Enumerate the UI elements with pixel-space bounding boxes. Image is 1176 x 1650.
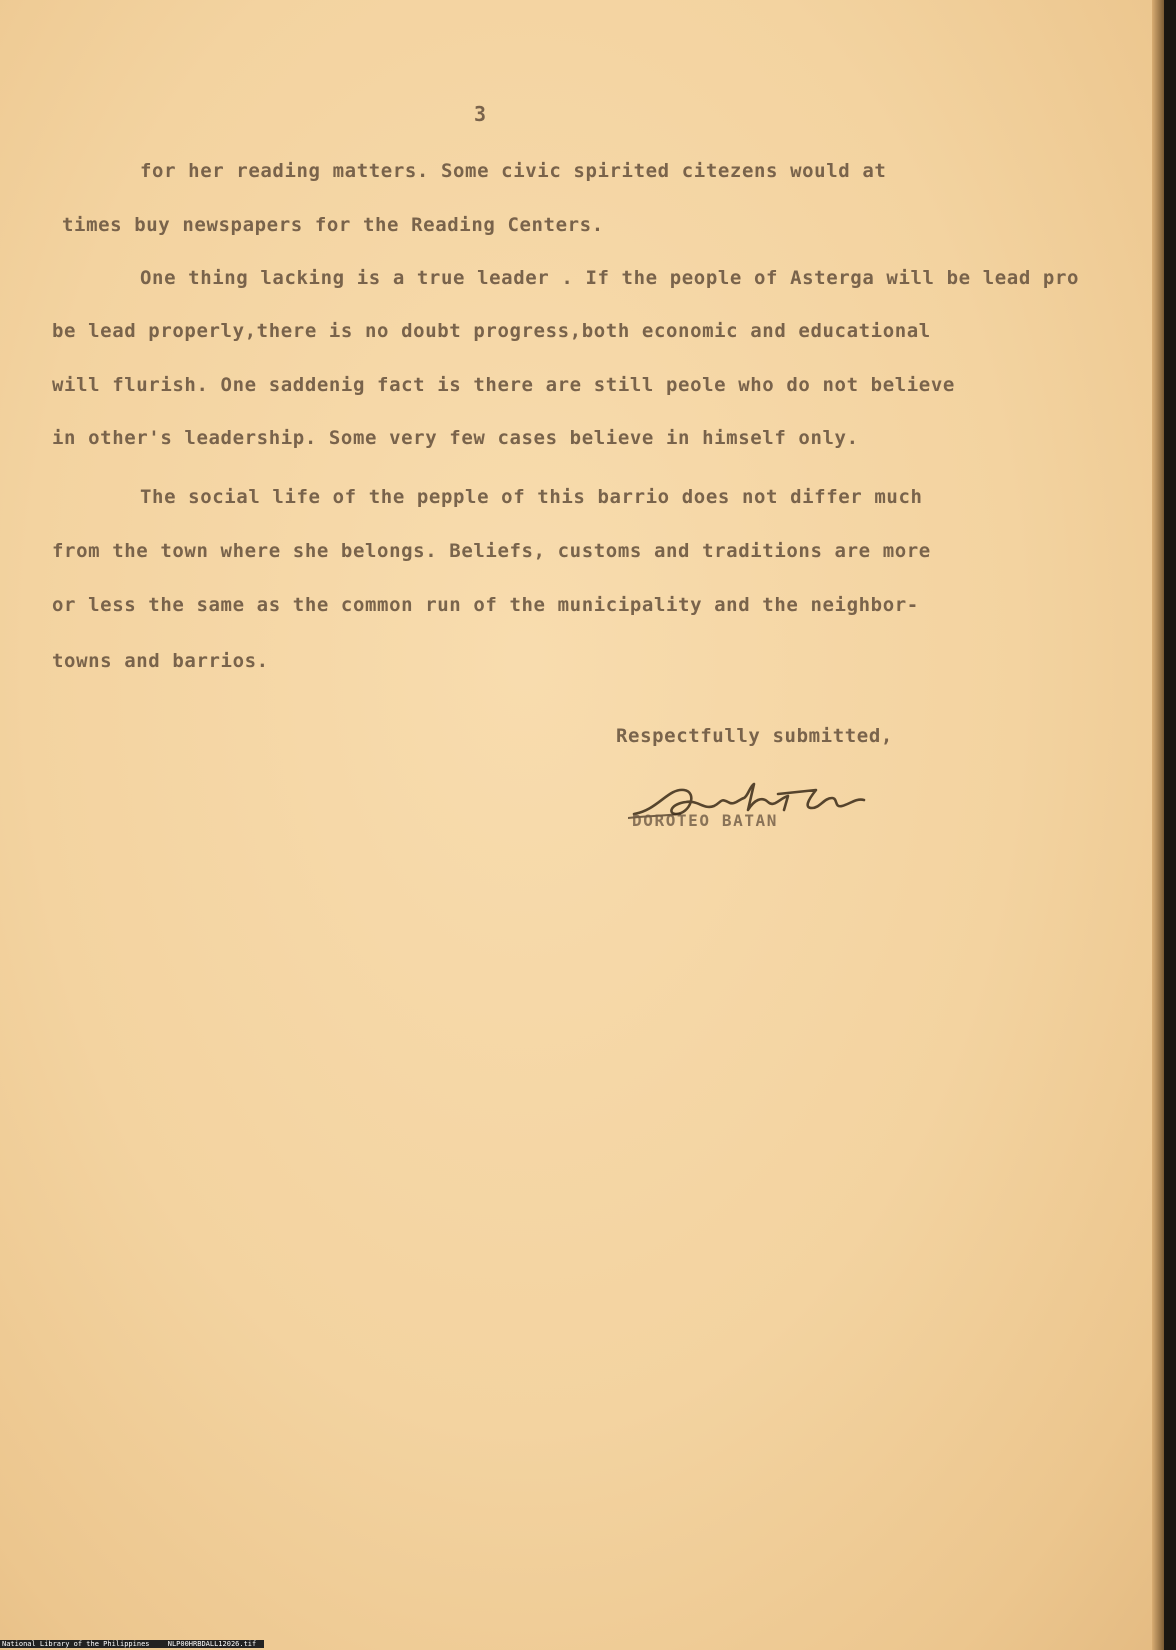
archive-footer	[0, 1640, 264, 1648]
text-line: in other's leadership. Some very few cases believe in himself only.	[52, 427, 859, 449]
text-line: times buy newspapers for the Reading Centers.	[62, 214, 604, 236]
page-number: 3	[474, 102, 487, 126]
closing-text: Respectfully submitted,	[616, 725, 893, 747]
text-line: towns and barrios.	[52, 650, 269, 672]
page-edge-shadow	[1152, 0, 1164, 1650]
text-line: The social life of the pepple of this barrio does not differ much	[140, 486, 923, 508]
footer-file: NLP00HRBDALL12026.tif	[167, 1640, 257, 1648]
text-line: One thing lacking is a true leader . If the people of Asterga will be lead pro	[140, 267, 1080, 289]
text-line: for her reading matters. Some civic spirited citezens would at	[140, 160, 887, 182]
signatory-name: DOROTEO BATAN	[632, 811, 779, 830]
text-line: or less the same as the common run of the municipality and the neighbor-	[52, 594, 919, 616]
text-line: from the town where she belongs. Beliefs, customs and traditions are more	[52, 540, 931, 562]
text-line: be lead properly,there is no doubt progress,both economic and educational	[52, 320, 931, 342]
footer-library: National Library of the Philippines	[2, 1640, 150, 1648]
text-line: will flurish. One saddenig fact is there are still peole who do not believe	[52, 374, 955, 396]
